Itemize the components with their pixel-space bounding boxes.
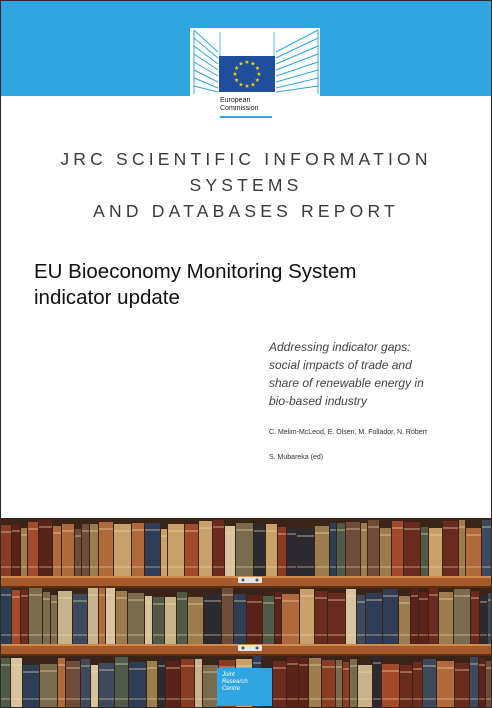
jrc-badge-label: Joint Research Centre [222, 672, 248, 692]
authors: C. Melim-McLeod, E. Olsen, M. Follador, N. Robert [269, 429, 427, 436]
svg-text:★: ★ [233, 65, 240, 72]
svg-text:★: ★ [250, 81, 256, 89]
svg-text:★: ★ [244, 59, 250, 66]
subtitle-line-2: social impacts of trade and [269, 358, 412, 372]
svg-text:★: ★ [238, 81, 244, 89]
svg-text:★: ★ [254, 77, 261, 84]
logo-underline [220, 116, 272, 118]
svg-text:★: ★ [232, 71, 238, 78]
svg-text:★: ★ [256, 71, 262, 78]
svg-text:★: ★ [244, 83, 250, 90]
series-title [0, 146, 492, 224]
ec-logo-label: European Commission [220, 97, 259, 112]
report-title-line-2: indicator update [34, 286, 180, 309]
report-title [34, 259, 454, 311]
report-title-line-1: EU Bioeconomy Monitoring System [34, 260, 357, 283]
subtitle-line-3: share of renewable energy in [269, 376, 424, 390]
subtitle-line-1: Addressing indicator gaps: [269, 340, 411, 354]
eu-flag-icon [219, 56, 275, 92]
svg-text:★: ★ [254, 65, 261, 72]
subtitle-line-4: bio-based industry [269, 394, 368, 408]
series-title-line-2: AND DATABASES REPORT [93, 201, 399, 221]
ec-logo [190, 28, 320, 120]
report-subtitle [269, 338, 469, 410]
series-title-line-1: JRC SCIENTIFIC INFORMATION SYSTEMS [60, 149, 432, 195]
svg-text:★: ★ [233, 77, 240, 84]
jrc-badge [217, 668, 272, 706]
svg-text:★: ★ [238, 60, 244, 68]
svg-text:★: ★ [250, 60, 256, 68]
editor: S. Mubareka (ed) [269, 454, 324, 461]
